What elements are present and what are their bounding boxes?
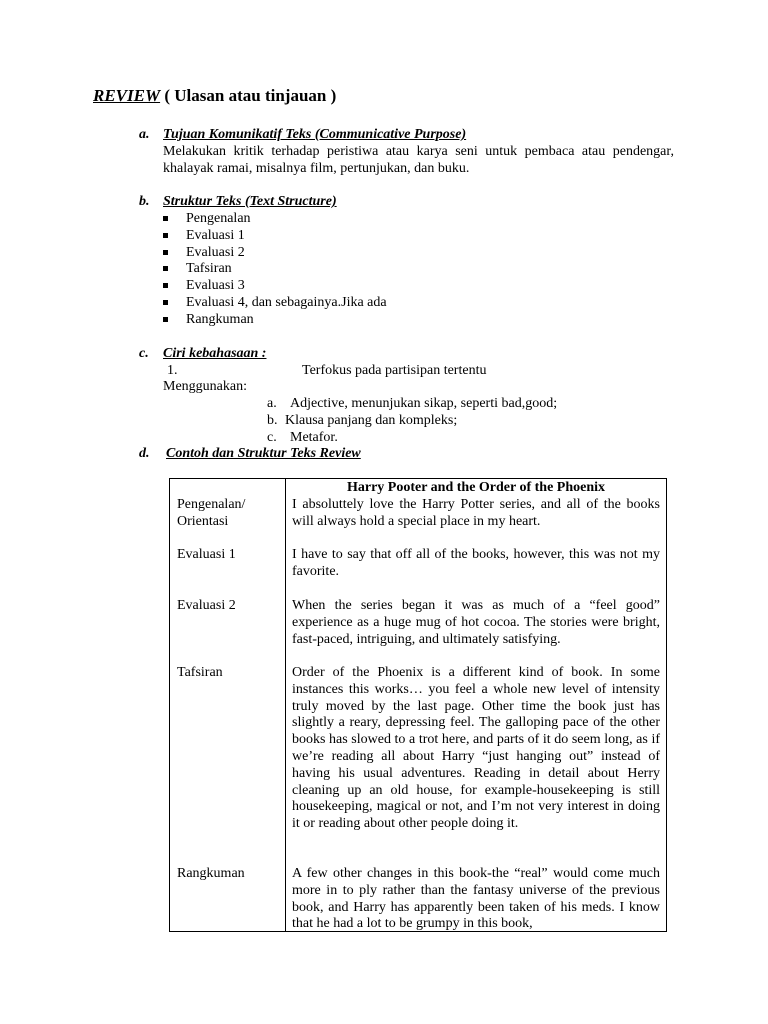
section-a-letter: a. — [139, 127, 150, 142]
section-c-heading: Ciri kebahasaan : — [163, 346, 267, 361]
review-table — [169, 478, 667, 932]
row-text-evaluasi-1: I have to say that off all of the books, however, this was not my favorite. — [292, 547, 660, 579]
row-text-rangkuman: A few other changes in this book-the “real” would come much more in to ply rather than the fantasy universe of the previous book, and Harry has apparently been taken of his meds. I know that he had a lot to be grumpy in this book, — [292, 866, 660, 932]
subitem-a-letter: a. — [267, 396, 277, 411]
section-c-point: Terfokus pada partisipan tertentu — [302, 363, 487, 378]
row-text-pengenalan: I absoluttely love the Harry Potter series, and all of the books will always hold a special place in my heart. — [292, 497, 660, 529]
table-divider — [285, 479, 286, 931]
section-a-text: Melakukan kritik terhadap peristiwa atau karya seni untuk pembaca atau pendengar, khalayak ramai, misalnya film, pertunjukan, dan buku. — [163, 144, 674, 176]
section-c-number: 1. — [167, 363, 178, 378]
row-text-evaluasi-2: When the series began it was as much of a “feel good” experience as a huge mug of hot cocoa. The stories were bright, fast-paced, intriguing, and ultimately satisfying. — [292, 598, 660, 647]
list-item: Evaluasi 1 — [163, 228, 663, 245]
section-c-uses: Menggunakan: — [163, 379, 247, 394]
list-item: Pengenalan — [163, 211, 663, 228]
row-text-tafsiran: Order of the Phoenix is a different kind of book. In some instances this works… you feel a whole new level of intensity truly moved by the last page. Other time the book just has slightly a reary, depressing feel. The galloping pace of the other books has slowed to a trot here, and parts of it do seem long, as if we’re reading all about Harry “just hanging out” instead of having his usual adventures. Reading in detail about Herry cleaning up an old house, for example-housekeeping is still housekeeping, magical or not, and I’m not very interest in doing it or reading about other people doing it. — [292, 665, 660, 832]
subitem-a-text: Adjective, menunjukan sikap, seperti bad,good; — [290, 396, 558, 411]
section-a-heading: Tujuan Komunikatif Teks (Communicative Purpose) — [163, 127, 467, 142]
list-item: Evaluasi 4, dan sebagainya.Jika ada — [163, 295, 663, 312]
section-c-letter: c. — [139, 346, 149, 361]
section-b-heading: Struktur Teks (Text Structure) — [163, 194, 337, 209]
structure-list — [163, 211, 663, 329]
list-item: Evaluasi 2 — [163, 245, 663, 262]
row-label-pengenalan: Pengenalan/ Orientasi — [177, 497, 246, 529]
table-title: Harry Pooter and the Order of the Phoenix — [346, 480, 606, 495]
title-subtitle: ( Ulasan atau tinjauan ) — [160, 86, 337, 105]
list-item: Evaluasi 3 — [163, 278, 663, 295]
subitem-c-letter: c. — [267, 430, 277, 445]
list-item: Rangkuman — [163, 312, 663, 329]
row-label-evaluasi-1: Evaluasi 1 — [177, 547, 236, 562]
page-title — [93, 88, 336, 105]
section-d-heading: Contoh dan Struktur Teks Review — [166, 446, 361, 461]
title-review: REVIEW — [93, 86, 161, 105]
section-d-letter: d. — [139, 446, 150, 461]
list-item: Tafsiran — [163, 261, 663, 278]
subitem-c-text: Metafor. — [290, 430, 338, 445]
subitem-b-letter: b. — [267, 413, 278, 428]
section-b-letter: b. — [139, 194, 150, 209]
row-label-evaluasi-2: Evaluasi 2 — [177, 598, 236, 613]
row-label-tafsiran: Tafsiran — [177, 665, 223, 680]
subitem-b-text: Klausa panjang dan kompleks; — [285, 413, 458, 428]
row-label-rangkuman: Rangkuman — [177, 866, 245, 881]
